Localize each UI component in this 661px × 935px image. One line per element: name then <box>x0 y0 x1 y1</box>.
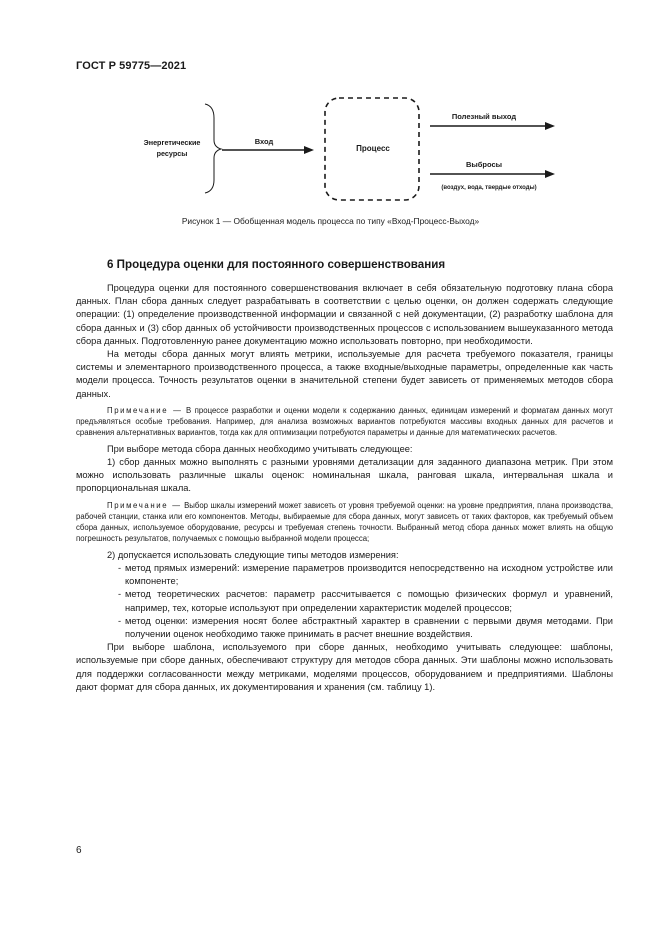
bullet-item: - метод прямых измерений: измерение параметров производится непосредственно на исходном устройстве или компоненте; <box>118 562 613 587</box>
paragraph: Процедура оценки для постоянного совершенствования включает в себя обязательную подготовку плана сбора данных. План сбора данных следует разрабатывать в соответствии с целью оценки, он должен содержать следующие операции: (1) определение производственной информации и связанной с ней документации, (2) разработку шаблона для сбора данных и (3) сбор данных об устойчивости производственных процессов с использованием вышеуказанного метода сбора данных. Подготовленную ранее документацию можно использовать повторно, при необходимости. <box>76 283 613 346</box>
section-body <box>76 282 613 694</box>
paragraph: При выборе метода сбора данных необходимо учитывать следующее: <box>107 443 413 454</box>
useful-output-arrowhead <box>545 122 555 130</box>
note-label: Примечание — <box>107 500 182 510</box>
note-label: Примечание — <box>107 405 183 415</box>
emissions-arrowhead <box>545 170 555 178</box>
note-text: В процессе разработки и оценки модели к содержанию данных, единицам измерений и форматам данных могут предъявляться особые требования. Например, для анализа возможных вариантов потребуются массивы входных данных для расчетов и сравнения альтернативных вариантов, тогда как для оптимизации потребуются параметры и данные для математических расчетов. <box>76 405 613 438</box>
input-resource-label-line1: Энергетические <box>143 138 201 147</box>
list-item: 1) сбор данных можно выполнять с разными уровнями детализации для заданного диапазона метрик. При этом можно использовать различные шкалы оценок: номинальная шкала, ранговая шкала, интервальная шкала и пропорциональная шкала. <box>76 456 613 494</box>
page-number: 6 <box>76 845 82 856</box>
note-text: Выбор шкалы измерений может зависеть от уровня требуемой оценки: на уровне предприятия, плана производства, рабочей станции, станка или его компонентов. Методы, выбираемые для сбора данных, могут зависеть от таких факторов, как требуемый объем сбора данных, используемое оборудование, ресурсы и требуемая степень точности. Выбранный метод сбора данных может влиять на общую погрешность результатов, получаемых с помощью выбранной модели процесса; <box>76 500 613 544</box>
note <box>76 500 613 545</box>
section-title: 6 Процедура оценки для постоянного совершенствования <box>107 258 446 271</box>
paragraph: На методы сбора данных могут влиять метрики, используемые для расчета требуемого показателя, границы системы и элементарного производственного процесса, а также входные/выходные параметры, определенные как часть модели процесса. Точность результатов оценки в значительной степени будет зависеть от применяемых методов сбора данных. <box>76 349 613 399</box>
useful-output-label: Полезный выход <box>451 112 517 121</box>
paragraph: При выборе шаблона, используемого при сборе данных, необходимо учитывать следующее: шаблоны, используемые при сборе данных, обеспечивают структуру для методов сбора данных. Эти шаблоны можно использовать для поддержки согласованности между метриками, моделями процессов, оборудованием и предприятиями. Шаблоны дают формат для сбора данных, их документирования и хранения (см. таблицу 1). <box>76 642 613 692</box>
document-header: ГОСТ Р 59775—2021 <box>76 60 187 72</box>
input-arrowhead <box>304 146 314 154</box>
bullet-item: - метод оценки: измерения носят более абстрактный характер в сравнении с первыми двумя методами. При получении оценок необходимо также принимать в расчет внешние воздействия. <box>118 615 613 639</box>
bullet-item: - метод теоретических расчетов: параметр рассчитывается с помощью физических формул и уравнений, например, тех, которые используют при определении характеристик моделей процессов; <box>118 589 613 613</box>
process-model-diagram <box>0 0 661 240</box>
figure-caption: Рисунок 1 — Обобщенная модель процесса по типу «Вход-Процесс-Выход» <box>181 216 480 226</box>
process-label: Процесс <box>356 144 390 153</box>
input-brace <box>205 104 221 193</box>
list-item: 2) допускается использовать следующие типы методов измерения: <box>107 549 399 560</box>
input-resource-label-line2: ресурсы <box>156 149 188 158</box>
note <box>76 405 613 439</box>
emissions-label: Выбросы <box>465 160 503 169</box>
input-arrow-label: Вход <box>254 137 274 146</box>
emissions-detail-label: (воздух, вода, твердые отходы) <box>441 185 537 191</box>
